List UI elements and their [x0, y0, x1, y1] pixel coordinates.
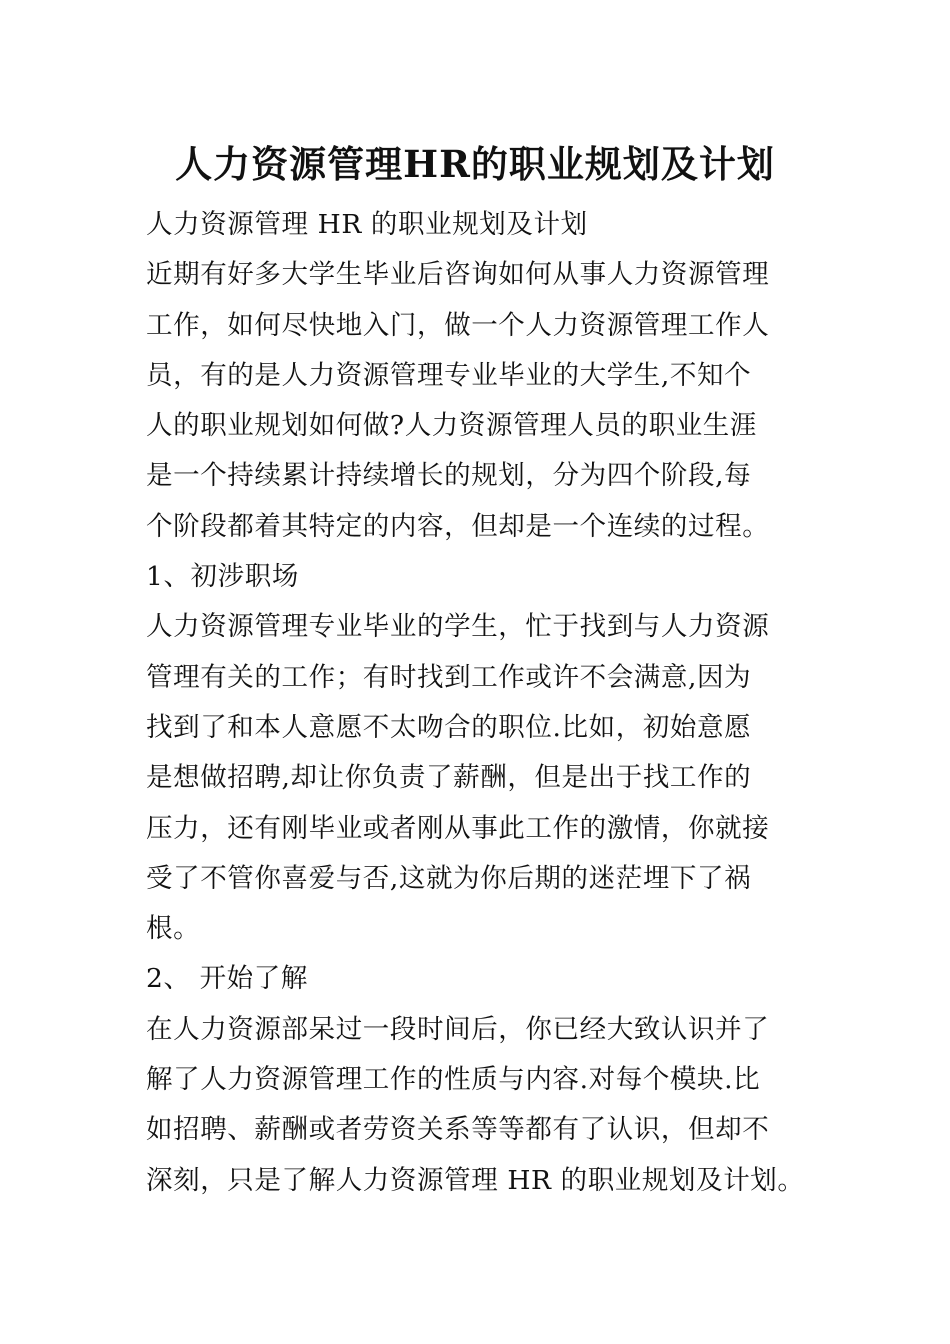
body-line: 工作，如何尽快地入门，做一个人力资源管理工作人 — [146, 309, 770, 341]
body-line: 根。 — [146, 913, 201, 945]
document-body — [146, 200, 814, 1206]
body-line: 近期有好多大学生毕业后咨询如何从事人力资源管理 — [146, 259, 770, 291]
document-title: 人力资源管理HR的职业规划及计划 — [175, 142, 775, 186]
body-line: 人的职业规划如何做?人力资源管理人员的职业生涯 — [146, 410, 758, 442]
body-line: 找到了和本人意愿不太吻合的职位.比如，初始意愿 — [146, 711, 752, 743]
section-heading: 2、 开始了解 — [146, 963, 308, 995]
body-line: 如招聘、薪酬或者劳资关系等等都有了认识，但却不 — [146, 1114, 770, 1146]
body-line: 深刻，只是了解人力资源管理 HR 的职业规划及计划。 — [146, 1164, 805, 1196]
body-line: 人力资源管理 HR 的职业规划及计划 — [146, 209, 588, 240]
body-line: 是一个持续累计持续增长的规划，分为四个阶段,每 — [146, 460, 752, 492]
body-line: 解了人力资源管理工作的性质与内容.对每个模块.比 — [146, 1064, 761, 1096]
body-line: 压力，还有刚毕业或者刚从事此工作的激情，你就接 — [146, 812, 770, 844]
body-line: 员，有的是人力资源管理专业毕业的大学生,不知个 — [146, 359, 752, 391]
body-line: 是想做招聘,却让你负责了薪酬，但是出于找工作的 — [146, 762, 752, 794]
body-line: 在人力资源部呆过一段时间后，你已经大致认识并了 — [146, 1013, 770, 1045]
body-line: 人力资源管理专业毕业的学生，忙于找到与人力资源 — [146, 611, 770, 643]
body-line: 个阶段都着其特定的内容，但却是一个连续的过程。 — [146, 510, 770, 542]
body-line: 受了不管你喜爱与否,这就为你后期的迷茫埋下了祸 — [146, 862, 752, 894]
body-line: 管理有关的工作；有时找到工作或许不会满意,因为 — [146, 661, 752, 693]
section-heading: 1、初涉职场 — [146, 561, 299, 593]
